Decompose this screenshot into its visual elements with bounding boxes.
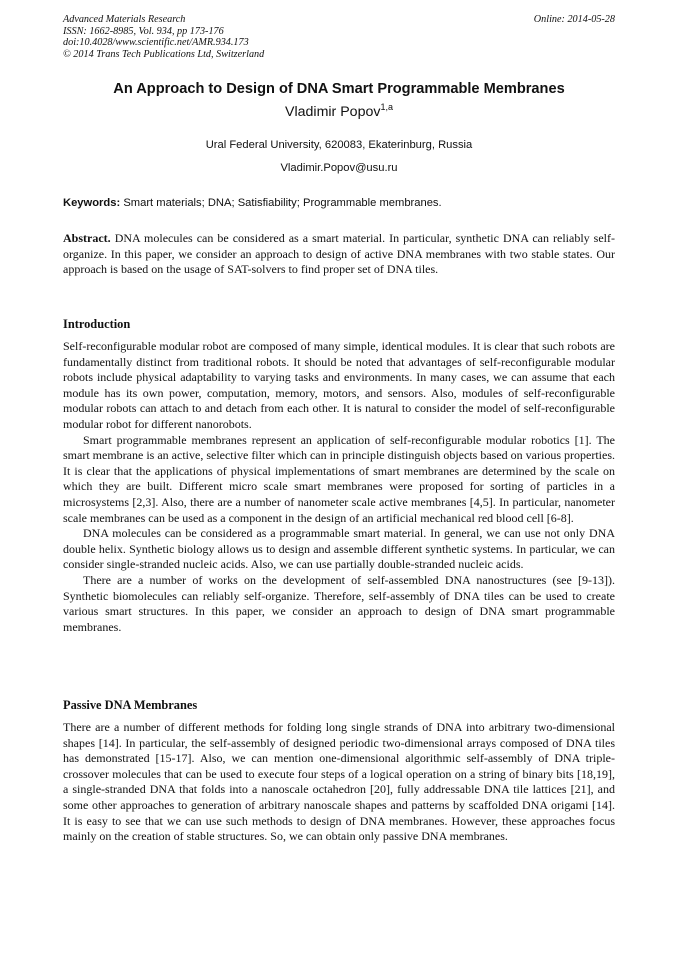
author-line xyxy=(0,103,678,121)
introduction-paragraph: There are a number of works on the development of self-assembled DNA nanostructures (see [9-13]). Synthetic biomolecules can reliably self-organize. Therefore, self-assembly of DNA tiles can be used to create various smart structures. In this paper, we consider an approach to design of DNA smart programmable membranes. xyxy=(63,572,615,634)
abstract xyxy=(63,231,615,278)
section-heading-passive-dna-membranes: Passive DNA Membranes xyxy=(63,698,198,712)
introduction-body xyxy=(63,339,615,635)
abstract-label: Abstract. xyxy=(63,231,111,245)
keywords-text: Smart materials; DNA; Satisfiability; Programmable membranes. xyxy=(123,197,442,209)
affiliation: Ural Federal University, 620083, Ekaterinburg, Russia xyxy=(205,139,473,151)
copyright-line: © 2014 Trans Tech Publications Ltd, Switzerland xyxy=(63,48,265,60)
introduction-paragraph: Self-reconfigurable modular robot are composed of many simple, identical modules. It is clear that such robots are fundamentally distinct from traditional robots. It should be noted that advantages of self-reconfigurable modular robots include physical adaptability to varying tasks and environments. In many cases, we can assume that each module has its own power, computation, memory, motors, and sensors. Also, modules of self-reconfigurable modular robots can attach to and detach from each other. It is natural to consider the model of self-reconfigurable modular robot for different nanorobots. xyxy=(63,339,615,431)
doi-line[interactable]: doi:10.4028/www.scientific.net/AMR.934.173 xyxy=(63,37,249,49)
author-name: Vladimir Popov xyxy=(285,104,381,120)
introduction-paragraph: DNA molecules can be considered as a programmable smart material. In general, we can use not only DNA double helix. Synthetic biology allows us to design and assemble different synthetic systems. In particular, we can consider single-stranded nucleic acids. Also, we can use partially double-stranded nucleic acids. xyxy=(63,526,615,572)
section-heading-introduction: Introduction xyxy=(63,317,131,331)
journal-name: Advanced Materials Research xyxy=(63,14,186,25)
passive-paragraph: There are a number of different methods for folding long single strands of DNA into arbitrary two-dimensional shapes [14]. In particular, the self-assembly of designed periodic two-dimensional arrays composed of DNA tiles has demonstrated [15-17]. Also, we can mention one-dimensional algorithmic self-assembly of DNA triple-crossover molecules that can be used to execute four steps of a logical operation on a string of binary bits [18,19], a single-stranded DNA that folds into a nanoscale octahedron [20], fully addressable DNA tile lattices [21], and some other approaches to generation of arbitrary nanoscale shapes and patterns by scaffolded DNA origami [14]. It is easy to see that we can use such methods to design of DNA membranes. However, these approaches focus mainly on the creation of stable structures. So, we can obtain only passive DNA membranes. xyxy=(63,720,615,844)
online-date: Online: 2014-05-28 xyxy=(533,14,615,25)
keywords-label: Keywords: xyxy=(63,197,121,209)
keywords xyxy=(63,196,615,210)
author-affiliation-marker: 1,a xyxy=(380,102,393,112)
passive-body xyxy=(63,720,615,845)
paper-title: An Approach to Design of DNA Smart Programmable Membranes xyxy=(113,81,565,97)
journal-header xyxy=(63,14,615,60)
introduction-paragraph: Smart programmable membranes represent an application of self-reconfigurable modular robotics [1]. The smart membrane is an active, selective filter which can in principle distinguish objects based on various properties. It is clear that the applications of physical implementations of smart membranes are determined by the scale on which they are built. Different micro scale smart membranes were proposed for sorting of particles in a microsystems [2,3]. Also, there are a number of nanometer scale active membranes [4,5]. In particular, nanometer scale membranes can be used as a component in the design of an artificial mechanical red blood cell [6-8]. xyxy=(63,432,615,525)
abstract-text: DNA molecules can be considered as a smart material. In particular, synthetic DNA can reliably self-organize. In this paper, we consider an approach to design of active DNA membranes with two stable states. Our approach is based on the usage of SAT-solvers to find proper set of DNA tiles. xyxy=(63,231,616,277)
issn-line: ISSN: 1662-8985, Vol. 934, pp 173-176 xyxy=(63,25,224,37)
author-email[interactable]: Vladimir.Popov@usu.ru xyxy=(280,162,398,174)
